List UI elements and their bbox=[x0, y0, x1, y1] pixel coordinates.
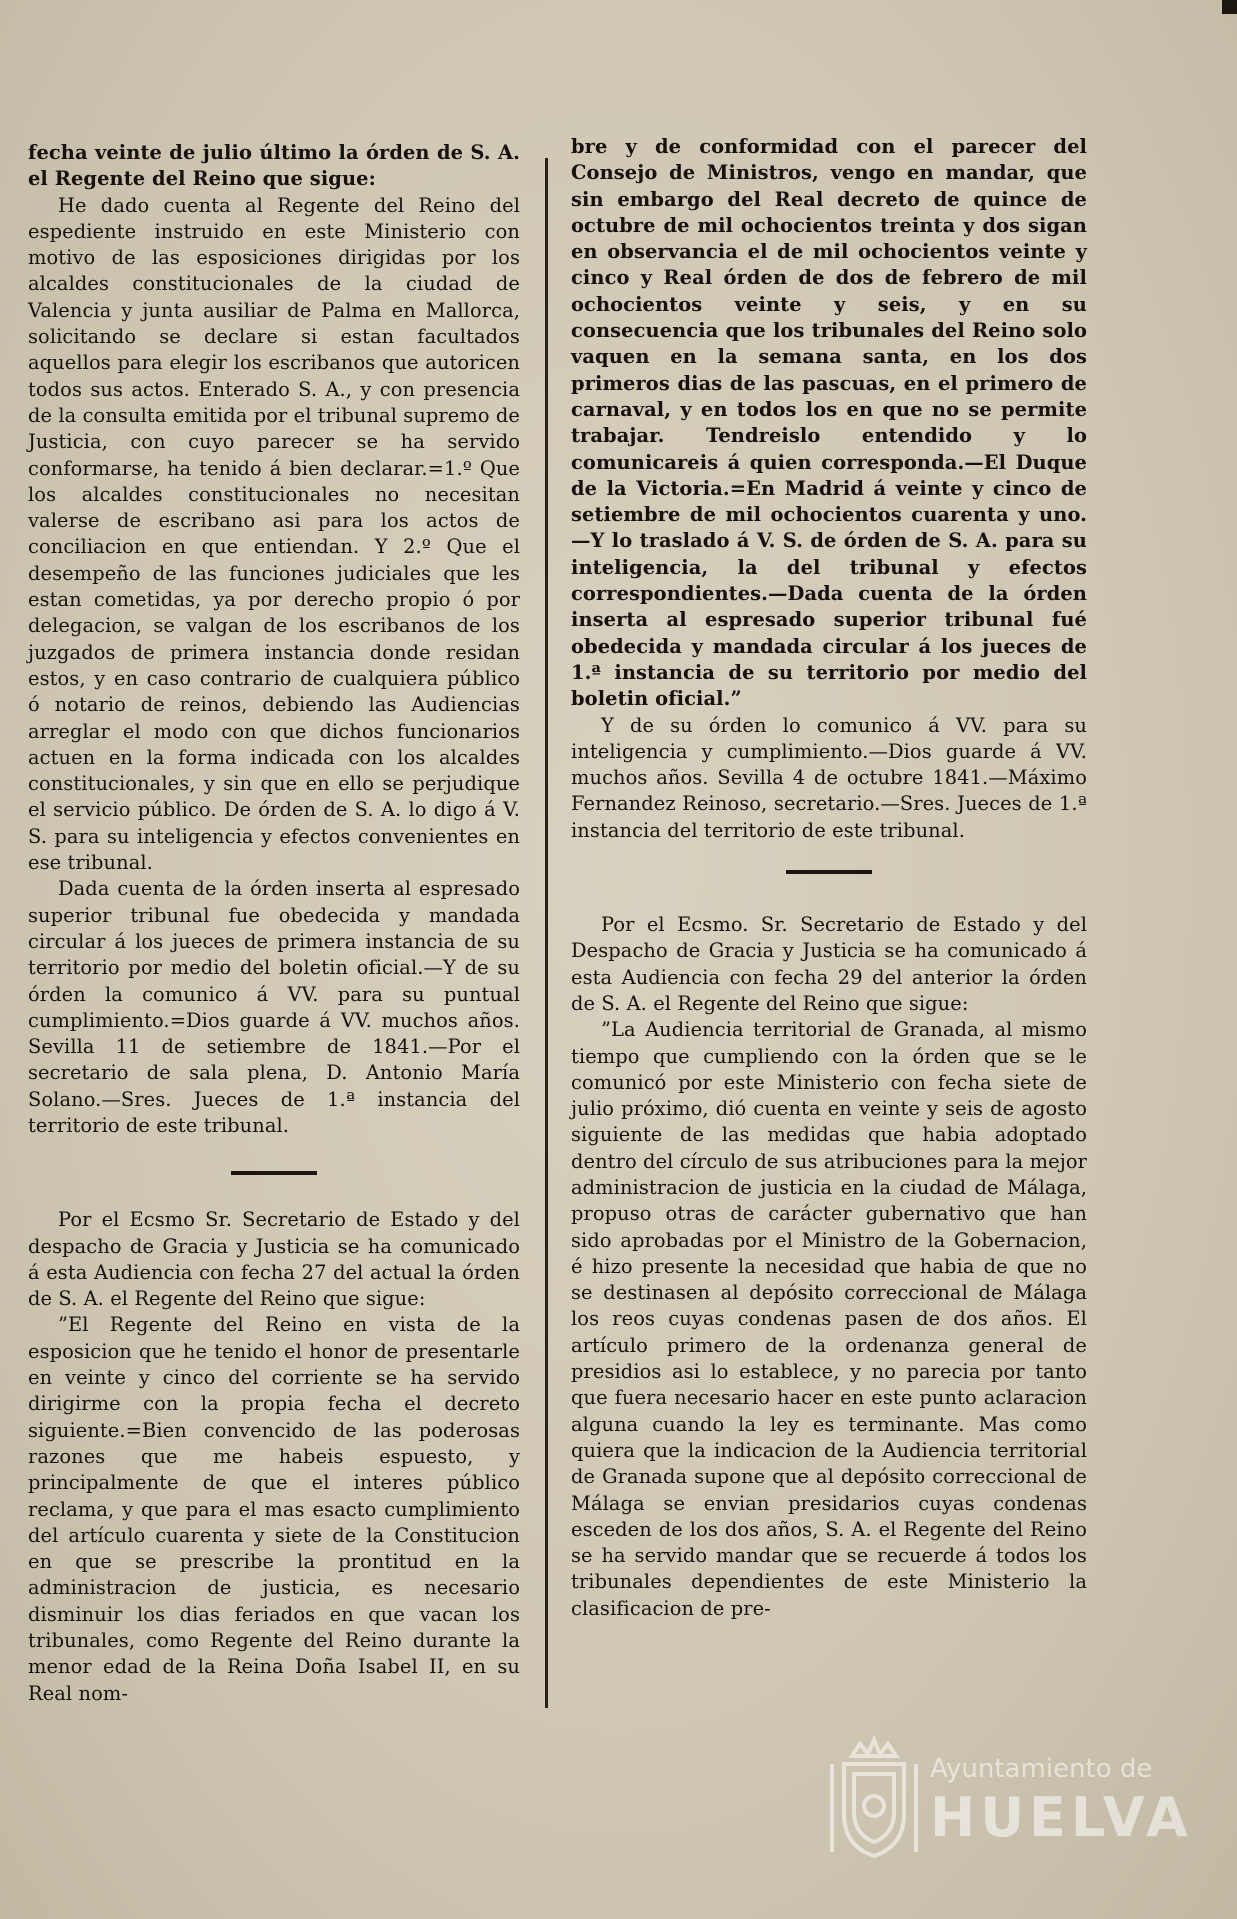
paragraph: bre y de conformidad con el parecer del Consejo de Ministros, vengo en mandar, que sin embargo del Real decreto de quince de octubre de mil ochocientos treinta y dos sigan en observancia el de mil ochocientos veinte y cinco y Real órden de dos de febrero de mil ochocientos veinte y seis, y en su consecuencia que los tribunales del Reino solo vaquen en la semana santa, en los dos primeros dias de las pascuas, en el primero de carnaval, y en todos los en que no se permite trabajar. Tendreislo entendido y lo comunicareis á quien corresponda.—El Duque de la Victoria.=En Madrid á veinte y cinco de setiembre de mil ochocientos cuarenta y uno.—Y lo traslado á V. S. de órden de S. A. para su inteligencia, la del tribunal y efectos correspondientes.—Dada cuenta de la órden inserta al espresado superior tribunal fué obedecida y mandada circular á los jueces de 1.ª instancia de su territorio por medio del boletin oficial.” bbox=[571, 135, 1087, 711]
paragraph: fecha veinte de julio último la órden de S. A. el Regente del Reino que sigue: bbox=[28, 141, 520, 191]
left-column bbox=[28, 140, 520, 1707]
paragraph: Dada cuenta de la órden inserta al espresado superior tribunal fue obedecida y mandada circular á los jueces de primera instancia de su territorio por medio del boletin oficial.—Y de su órden la comunico á VV. para su puntual cumplimiento.=Dios guarde á VV. muchos años. Sevilla 11 de setiembre de 1841.—Por el secretario de sala plena, D. Antonio María Solano.—Sres. Jueces de 1.ª instancia del territorio de este tribunal. bbox=[28, 877, 520, 1137]
watermark-line: Ayuntamiento de bbox=[930, 1754, 1153, 1784]
section-separator bbox=[231, 1171, 317, 1175]
section-separator bbox=[786, 870, 872, 874]
right-column bbox=[571, 134, 1087, 1622]
paragraph: Por el Ecsmo Sr. Secretario de Estado y del despacho de Gracia y Justicia se ha comunicado á esta Audiencia con fecha 27 del actual la órden de S. A. el Regente del Reino que sigue: bbox=[28, 1208, 520, 1311]
crest-icon bbox=[824, 1734, 924, 1864]
column-divider bbox=[545, 158, 548, 1708]
paragraph: ”El Regente del Reino en vista de la esposicion que he tenido el honor de presentarle en veinte y cinco del corriente se ha servido dirigirme con la propia fecha el decreto siguiente.=Bien convencido de las poderosas razones que me habeis espuesto, y principalmente de que el interes público reclama, y que para el mas esacto cumplimiento del artículo cuarenta y siete de la Constitucion en que se prescribe la prontitud en la administracion de justicia, es necesario disminuir los dias feriados en que vacan los tribunales, como Regente del Reino durante la menor edad de la Reina Doña Isabel II, en su Real nom- bbox=[28, 1313, 520, 1705]
watermark-title: HUELVA bbox=[930, 1786, 1193, 1849]
watermark bbox=[818, 1728, 1193, 1878]
paragraph: ”La Audiencia territorial de Granada, al mismo tiempo que cumpliendo con la órden que se le comunicó por este Ministerio con fecha siete de julio próximo, dió cuenta en veinte y seis de agosto siguiente de las medidas que habia adoptado dentro del círculo de sus atribuciones para la mejor administracion de justicia en la ciudad de Málaga, propuso otras de carácter gubernativo que han sido aprobadas por el Ministro de la Gobernacion, é hizo presente la necesidad que habia de que no se destinasen al depósito correccional de Málaga los reos cuyas condenas pasen de dos años. El artículo primero de la ordenanza general de presidios asi lo establece, y no parecia por tanto que fuera necesario hacer en este punto aclaracion alguna cuando la ley es terminante. Mas como quiera que la indicacion de la Audiencia territorial de Granada supone que al depósito correccional de Málaga se envian presidarios cuyas condenas esceden de los dos años, S. A. el Regente del Reino se ha servido mandar que se recuerde á todos los tribunales dependientes de este Ministerio la clasificacion de pre- bbox=[571, 1018, 1087, 1620]
corner-mark bbox=[1222, 0, 1237, 14]
paragraph: He dado cuenta al Regente del Reino del espediente instruido en este Ministerio con motivo de las esposiciones dirigidas por los alcaldes constitucionales de la ciudad de Valencia y junta ausiliar de Palma en Mallorca, solicitando se declare si estan facultados aquellos para elegir los escribanos que autoricen todos sus actos. Enterado S. A., y con presencia de la consulta emitida por el tribunal supremo de Justicia, con cuyo parecer se ha servido conformarse, ha tenido á bien declarar.=1.º Que los alcaldes constitucionales no necesitan valerse de escribano asi para los actos de conciliacion en que entiendan. Y 2.º Que el desempeño de las funciones judiciales que les estan cometidas, ya por derecho propio ó por delegacion, se valgan de los escribanos de los juzgados de primera instancia donde residan estos, y en caso contrario de cualquiera público ó notario de reinos, debiendo las Audiencias arreglar el modo con que dichos funcionarios actuen en la forma indicada con los alcaldes constitucionales, y sin que en ello se perjudique el servicio público. De órden de S. A. lo digo á V. S. para su inteligencia y efectos convenientes en ese tribunal. bbox=[28, 193, 520, 875]
paragraph: Por el Ecsmo. Sr. Secretario de Estado y del Despacho de Gracia y Justicia se ha comunicado á esta Audiencia con fecha 29 del anterior la órden de S. A. el Regente del Reino que sigue: bbox=[571, 913, 1087, 1015]
paragraph: Y de su órden lo comunico á VV. para su inteligencia y cumplimiento.—Dios guarde á VV. muchos años. Sevilla 4 de octubre 1841.—Máximo Fernandez Reinoso, secretario.—Sres. Jueces de 1.ª instancia del territorio de este tribunal. bbox=[571, 713, 1087, 842]
